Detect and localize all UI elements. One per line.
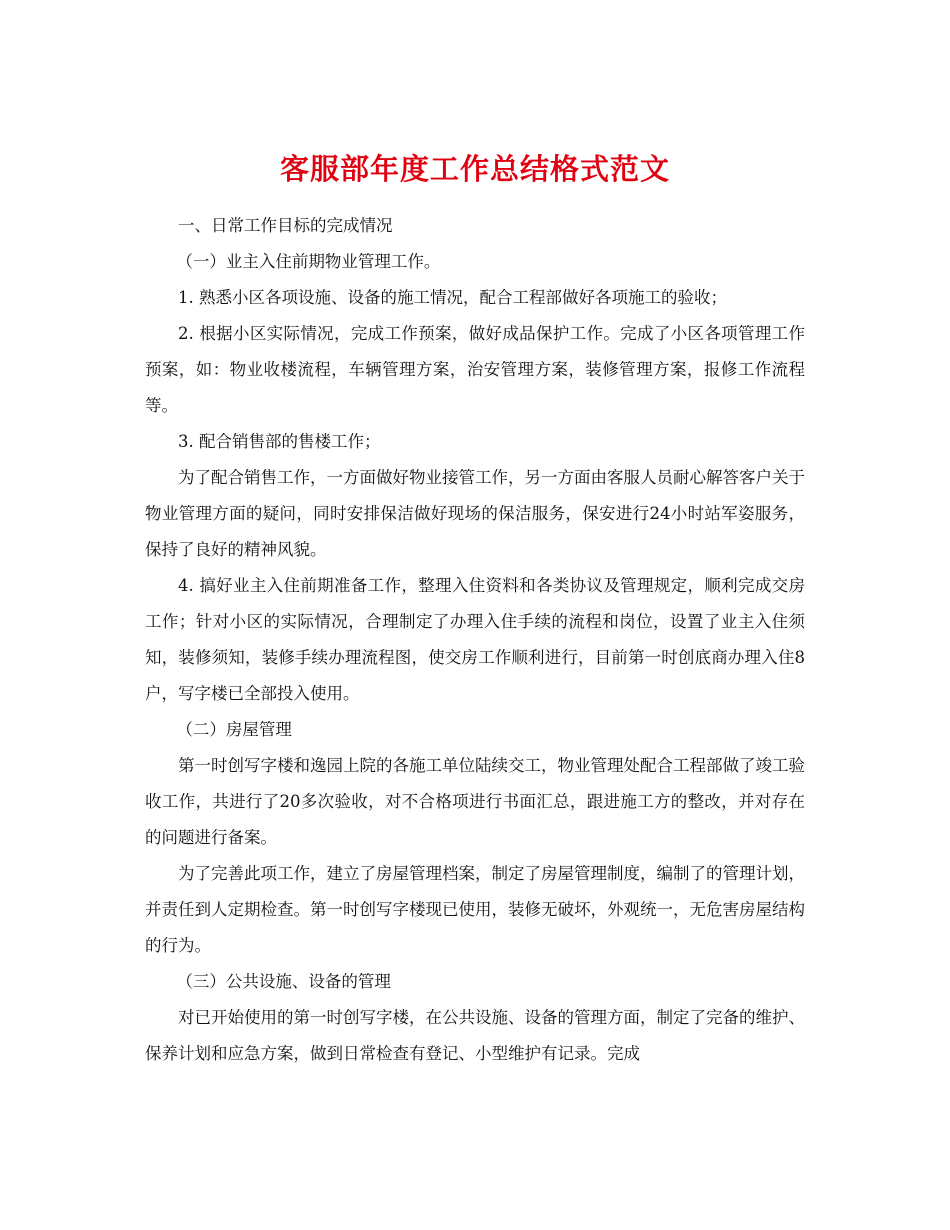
list-item-2: 2. 根据小区实际情况，完成工作预案，做好成品保护工作。完成了小区各项管理工作预案，如：物业收楼流程，车辆管理方案，治安管理方案，装修管理方案，报修工作流程等。 [145, 324, 805, 415]
document-title: 客服部年度工作总结格式范文 [279, 152, 670, 187]
subsection-heading-2: （二）房屋管理 [176, 720, 292, 739]
body-paragraph-sales: 为了配合销售工作，一方面做好物业接管工作，另一方面由客服人员耐心解答客户关于物业管理方面的疑问，同时安排保洁做好现场的保洁服务，保安进行24小时站军姿服务，保持了良好的精神风貌。 [145, 468, 805, 559]
body-paragraph-facilities: 对已开始使用的第一时创写字楼，在公共设施、设备的管理方面，制定了完备的维护、保养计划和应急方案，做到日常检查有登记、小型维护有记录。完成 [145, 1008, 805, 1063]
subsection-heading-3: （三）公共设施、设备的管理 [176, 972, 391, 991]
section-heading-1: 一、日常工作目标的完成情况 [178, 216, 393, 235]
list-item-1: 1. 熟悉小区各项设施、设备的施工情况，配合工程部做好各项施工的验收； [178, 288, 727, 307]
body-paragraph-acceptance: 第一时创写字楼和逸园上院的各施工单位陆续交工，物业管理处配合工程部做了竣工验收工作，共进行了20多次验收，对不合格项进行书面汇总，跟进施工方的整改，并对存在的问题进行备案。 [145, 756, 805, 847]
document-body [145, 208, 805, 1072]
list-item-4: 4. 搞好业主入住前期准备工作，整理入住资料和各类协议及管理规定，顺利完成交房工作；针对小区的实际情况，合理制定了办理入住手续的流程和岗位，设置了业主入住须知，装修须知，装修手续办理流程图，使交房工作顺利进行，目前第一时创底商办理入住8户，写字楼已全部投入使用。 [145, 576, 805, 703]
list-item-3: 3. 配合销售部的售楼工作； [178, 432, 381, 451]
subsection-heading-1: （一）业主入住前期物业管理工作。 [176, 252, 441, 271]
body-paragraph-house-management: 为了完善此项工作，建立了房屋管理档案，制定了房屋管理制度，编制了的管理计划，并责任到人定期检查。第一时创写字楼现已使用，装修无破坏，外观统一，无危害房屋结构的行为。 [145, 864, 805, 955]
